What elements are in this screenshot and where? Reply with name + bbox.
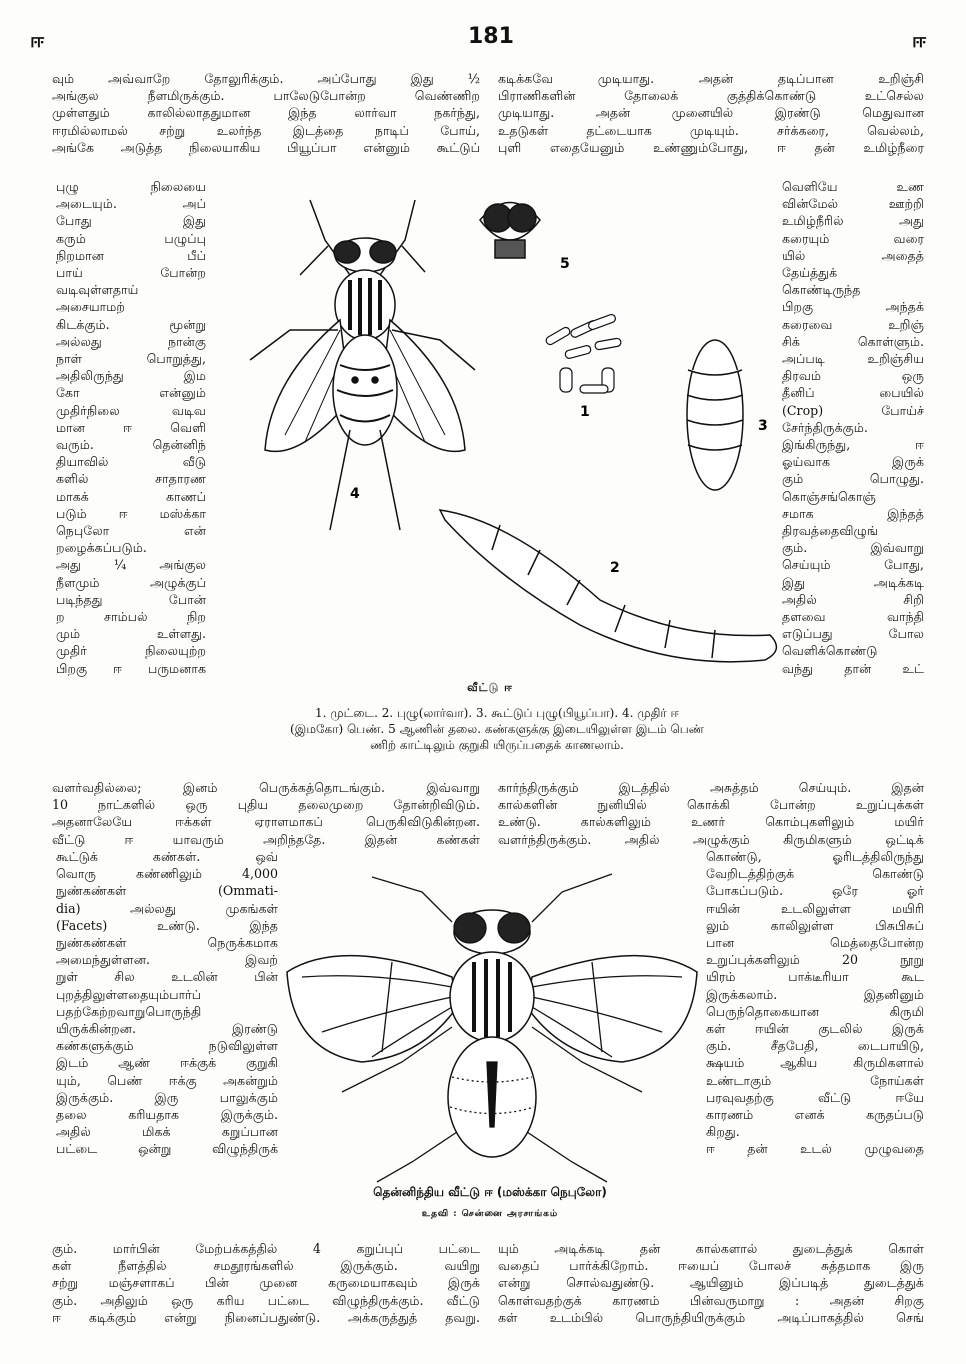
adult-fly-drawing: [250, 200, 475, 530]
text-line: உண்டு. கால்களிலும் உணர் கொம்புகளிலும் மயிர்: [498, 814, 924, 830]
text-line: வும் அவ்வாறே தோலுரிக்கும். அப்போது இது ½: [52, 71, 480, 86]
text-line: முதிர் நிலையுற்ற: [56, 643, 206, 659]
text-line: உண்டாகும் நோய்கள்: [706, 1072, 924, 1088]
figure2-credit: உதவி : சென்னை அரசாங்கம்: [421, 1209, 559, 1219]
text-line: போகப்படும். ஒரே ஓர்: [706, 883, 924, 899]
text-line: பான மெத்தைபோன்ற: [706, 935, 924, 951]
text-line: ஓய்வாக இருக்: [782, 454, 924, 470]
label-2: 2: [610, 560, 620, 576]
text-line: தளவை வாந்தி: [782, 609, 924, 625]
text-line: உதடுகள் தட்டையாக முடியும். சர்க்கரை, வெல்லம்,: [498, 122, 924, 138]
text-line: கொண்டு, ஓரிடத்திலிருந்து: [706, 849, 924, 864]
text-line: ஈரமில்லாமல் சற்று உலர்ந்த இடத்தை நாடிப் போய்,: [52, 122, 480, 138]
text-line: இது அடிக்கடி: [782, 574, 924, 590]
figure1-caption-line2: (இமகோ) பெண். 5 ஆணின் தலை. கண்களுக்கு இடையிலுள்ள இடம் பெண்: [290, 722, 704, 736]
text-line: வரும். தென்னிந்: [56, 437, 206, 453]
text-line: பாய் போன்ற: [56, 265, 206, 281]
text-line: சற்று மஞ்சளாகப் பின் முனை கருமையாகவும் இருக்: [52, 1275, 480, 1291]
right-wing-drawing: [527, 956, 697, 1062]
text-line: அடையும். அப்: [56, 196, 206, 212]
top-left-column: [52, 70, 480, 156]
text-line: செய்யும் போது,: [782, 557, 924, 573]
text-line: உமிழ்நீரில் அது: [782, 213, 924, 229]
text-line: போது இது: [56, 213, 206, 229]
text-line: இருக்கும். இரு பாலுக்கும்: [56, 1089, 278, 1105]
text-line: யும், பெண் ஈக்கு அகன்றும்: [56, 1072, 278, 1088]
text-line: கால்களின் நுனியில் கொக்கி போன்ற உறுப்புக்கள்: [498, 797, 924, 813]
text-line: கடிக்கவே முடியாது. அதன் தடிப்பான உறிஞ்சி: [498, 71, 924, 86]
text-line: வந்து தான் உட்: [782, 660, 924, 676]
text-line: ஈ தன் உடல் முழுவதை: [706, 1141, 924, 1157]
text-line: வடிவுள்ளதாய்: [56, 282, 139, 298]
text-line: சிக் கொள்ளும்.: [782, 333, 924, 349]
text-line: இங்கிருந்து, ஈ: [782, 437, 924, 453]
text-line: ஈயின் உடலிலுள்ள மயிரி: [706, 900, 924, 916]
figure1-caption-line1: 1. முட்டை. 2. புழு(லார்வா). 3. கூட்டுப் புழு(பியூப்பா). 4. முதிர் ஈ: [315, 706, 679, 720]
text-line: வளர்வதில்லை; இனம் பெருக்கத்தொடங்கும். இவ்வாறு: [52, 780, 480, 795]
text-line: கள் நீளத்தில் சமதூரங்களில் இருக்கும். வயிறு: [52, 1258, 480, 1274]
text-line: முதிர்நிலை வடிவ: [56, 402, 206, 418]
text-line: கிடக்கும். மூன்று: [56, 316, 206, 332]
text-line: நிறமான பீப்: [56, 247, 206, 263]
house-fly-lifecycle-figure: [210, 180, 780, 685]
text-line: எடுப்பது போல: [782, 626, 924, 642]
text-line: மான ஈ வெளி: [56, 419, 206, 435]
text-line: தீனிப் பையில்: [782, 385, 924, 401]
larva-drawing: [440, 510, 776, 662]
top-right-column: [498, 70, 924, 156]
text-line: பெருந்தொகையான கிருமி: [706, 1003, 924, 1019]
text-line: யும் அடிக்கடி தன் கால்களால் துடைத்துக் கொள்: [498, 1241, 924, 1256]
pupa-drawing: [687, 340, 743, 490]
text-line: லும் காலிலுள்ள பிசுபிசுப்: [706, 917, 924, 933]
text-line: கள் ஈயின் குடலில் இருக்: [706, 1021, 924, 1037]
text-line: நுண்கண்கள் நெருக்கமாக: [56, 935, 278, 951]
text-line: புளி எதையேனும் உண்ணும்போது, ஈ தன் உமிழ்நீரை: [498, 139, 924, 155]
text-line: திரவத்தைவிழுங்: [782, 523, 879, 539]
label-1: 1: [580, 404, 590, 420]
text-line: பரவுவதற்கு வீட்டு ஈயே: [706, 1089, 924, 1105]
text-line: மும் உள்ளது.: [56, 626, 206, 642]
text-line: அதில் மிகக் கறுப்பான: [56, 1124, 278, 1140]
text-line: கும். இவ்வாறு: [782, 540, 924, 556]
text-line: வீட்டு ஈ யாவரும் அறிந்ததே. இதன் கண்கள்: [52, 831, 480, 847]
header-right-mark: ஈ: [912, 28, 927, 52]
header-left-mark: ஈ: [30, 28, 45, 52]
text-line: சமாக இந்தத்: [782, 505, 924, 521]
text-line: றழைக்கப்படும்.: [56, 540, 147, 556]
top-right-narrow-column: [782, 178, 924, 677]
text-line: நாள் பொறுத்து,: [56, 351, 206, 367]
text-line: (Crop) போய்ச்: [782, 402, 924, 418]
text-line: கார்ந்திருக்கும் இடத்தில் அசுத்தம் செய்யும். இதன்: [498, 780, 924, 795]
eggs-drawing: [545, 313, 622, 393]
text-line: கும் பொழுது.: [782, 471, 924, 487]
text-line: நுண்கண்கள் (Ommati-: [56, 883, 278, 899]
text-line: கோ என்னும்: [56, 385, 206, 401]
text-line: க்ஷயம் ஆகிய கிருமிகளால்: [706, 1055, 924, 1071]
text-line: திரவம் ஒரு: [782, 368, 924, 384]
text-line: பிறகு அந்தக்: [782, 299, 924, 315]
text-line: அல்லது நான்கு: [56, 333, 206, 349]
left-wing-drawing: [287, 956, 457, 1062]
text-line: தியாவில் வீடு: [56, 454, 206, 470]
label-5: 5: [560, 256, 570, 272]
text-line: வதைப் பார்க்கிறோம். ஈயைப் போலச் சுத்தமாக இரு: [498, 1258, 924, 1274]
text-line: காரணம் எனக் கருதப்படு: [706, 1107, 924, 1123]
label-3: 3: [758, 418, 768, 434]
text-line: கும். மார்பின் மேற்பக்கத்தில் 4 கறுப்புப் பட்டை: [52, 1241, 480, 1256]
text-line: கரைவை உறிஞ்: [782, 316, 924, 332]
label-4: 4: [350, 486, 360, 502]
text-line: இருக்கலாம். இதனினும்: [706, 986, 924, 1002]
text-line: புழு நிலையை: [56, 179, 206, 194]
bottom-right-column: [498, 1240, 924, 1326]
male-head-drawing: [480, 203, 540, 259]
text-line: அங்குல நீளமிருக்கும். பாலேடுபோன்ற வெண்ணிற: [52, 88, 480, 104]
text-line: இடம் ஆண் ஈக்குக் குறுகி: [56, 1055, 278, 1071]
text-line: (Facets) உண்டு. இந்த: [56, 917, 278, 933]
text-line: ஈ கடிக்கும் என்று நினைப்பதுண்டு. அக்கருத்துத் தவறு.: [52, 1309, 480, 1325]
text-line: 10 நாட்களில் ஒரு புதிய தலைமுறை தோன்றிவிடும்.: [52, 797, 480, 813]
text-line: பட்டை ஒன்று விழுந்திருக்: [56, 1141, 278, 1157]
south-indian-house-fly-figure: [282, 862, 700, 1180]
text-line: வெளிக்கொண்டு: [782, 643, 878, 659]
text-line: dia) அல்லது முகங்கள்: [56, 900, 278, 916]
text-line: கும். சீதபேதி, டைபாயிடு,: [706, 1038, 924, 1054]
bottom-left-column: [52, 1240, 480, 1326]
text-line: படும் ஈ மஸ்க்கா: [56, 505, 206, 521]
text-line: வின்மேல் ஊற்றி: [782, 196, 924, 212]
text-line: அங்கே அடுத்த நிலையாகிய பியூப்பா என்னும் கூட்டுப்: [52, 139, 480, 155]
middle-right-narrow-column: [706, 848, 924, 1158]
text-line: மாகக் காணப்: [56, 488, 206, 504]
figure1-title: வீட்டு ஈ: [467, 681, 513, 694]
text-line: அப்படி உறிஞ்சிய: [782, 351, 924, 367]
text-line: படிந்தது போன்: [56, 591, 206, 607]
text-line: கரும் பழுப்பு: [56, 230, 206, 246]
text-line: பிறகு ஈ பருமனாக: [56, 660, 206, 676]
text-line: களில் சாதாரண: [56, 471, 206, 487]
text-line: தலை கரியதாக இருக்கும்.: [56, 1107, 278, 1123]
text-line: சேர்ந்திருக்கும்.: [782, 419, 868, 435]
text-line: நெபுலோ என்: [56, 523, 206, 539]
text-line: அதில் சிறி: [782, 591, 924, 607]
figure1-caption: [216, 705, 778, 753]
figure2-caption: தென்னிந்திய வீட்டு ஈ (மஸ்க்கா நெபுலோ): [373, 1185, 607, 1199]
text-line: கூட்டுக் கண்கள். ஒவ்: [56, 849, 278, 864]
text-line: அதிலிருந்து இம: [56, 368, 206, 384]
text-line: வேறிடத்திற்குக் கொண்டு: [706, 866, 924, 882]
text-line: வெளியே உண: [782, 179, 924, 194]
text-line: கிறது.: [706, 1124, 740, 1140]
text-line: வளர்ந்திருக்கும். அதில் அழுக்கும் கிருமிகளும் ஒட்டிக்: [498, 831, 924, 847]
text-line: கள் உடம்பில் பொருந்தியிருக்கும் அடிப்பாகத்தில் செங்: [498, 1309, 924, 1325]
text-line: அதனாலேயே ஈக்கள் ஏராளமாகப் பெருகிவிடுகின்றன.: [52, 814, 480, 830]
text-line: யில் அதைத்: [782, 247, 924, 263]
text-line: கரையும் வரை: [782, 230, 924, 246]
text-line: முள்ளதும் காலில்லாததுமான இந்த லார்வா நகர்ந்து,: [52, 105, 480, 121]
text-line: பதற்கேற்றவாறுபொருந்தி: [56, 1003, 202, 1019]
text-line: அது ¼ அங்குல: [56, 557, 206, 573]
text-line: அசையாமற்: [56, 299, 125, 315]
text-line: நீளமும் அழுக்குப்: [56, 574, 206, 590]
figure1-caption-line3: ணிற் காட்டிலும் குறுகி யிருப்பதைக் காணலாம்.: [370, 738, 624, 752]
text-line: பிராணிகளின் தோலைக் குத்திக்கொண்டு உட்செல்ல: [498, 88, 924, 104]
text-line: அமைந்துள்ளன. இவற்: [56, 952, 278, 968]
text-line: கொள்வதற்குக் காரணம் பின்வருமாறு : அதன் சிறகு: [498, 1292, 924, 1308]
text-line: கும். அதிலும் ஒரு கரிய பட்டை விழுந்திருக்கும். வீட்டு: [52, 1292, 480, 1308]
page-number: 181: [468, 24, 514, 49]
middle-left-narrow-column: [56, 848, 278, 1158]
text-line: முடியாது. அதன் முனையில் இரண்டு மெதுவான: [498, 105, 924, 121]
text-line: யிருக்கின்றன. இரண்டு: [56, 1021, 278, 1037]
text-line: என்று சொல்வதுண்டு. ஆயினும் இப்படித் துடைத்துக்: [498, 1275, 924, 1291]
text-line: கொண்டிருந்த: [782, 282, 861, 298]
text-line: வொரு கண்ணிலும் 4,000: [56, 866, 278, 882]
text-line: யிரம் பாக்டீரியா கூட: [706, 969, 924, 985]
middle-right-column: [498, 779, 924, 848]
text-line: றுள் சில உடலின் பின்: [56, 969, 278, 985]
text-line: உறுப்புக்களிலும் 20 நூறு: [706, 952, 924, 968]
text-line: ற சாம்பல் நிற: [56, 609, 206, 625]
text-line: கொஞ்சங்கொஞ்: [782, 488, 876, 504]
text-line: தேய்த்துக்: [782, 265, 838, 281]
text-line: புறத்திலுள்ளதையும்பார்ப்: [56, 986, 202, 1002]
text-line: கண்களுக்கும் நடுவிலுள்ள: [56, 1038, 278, 1054]
top-left-narrow-column: [56, 178, 206, 677]
middle-left-column: [52, 779, 480, 848]
